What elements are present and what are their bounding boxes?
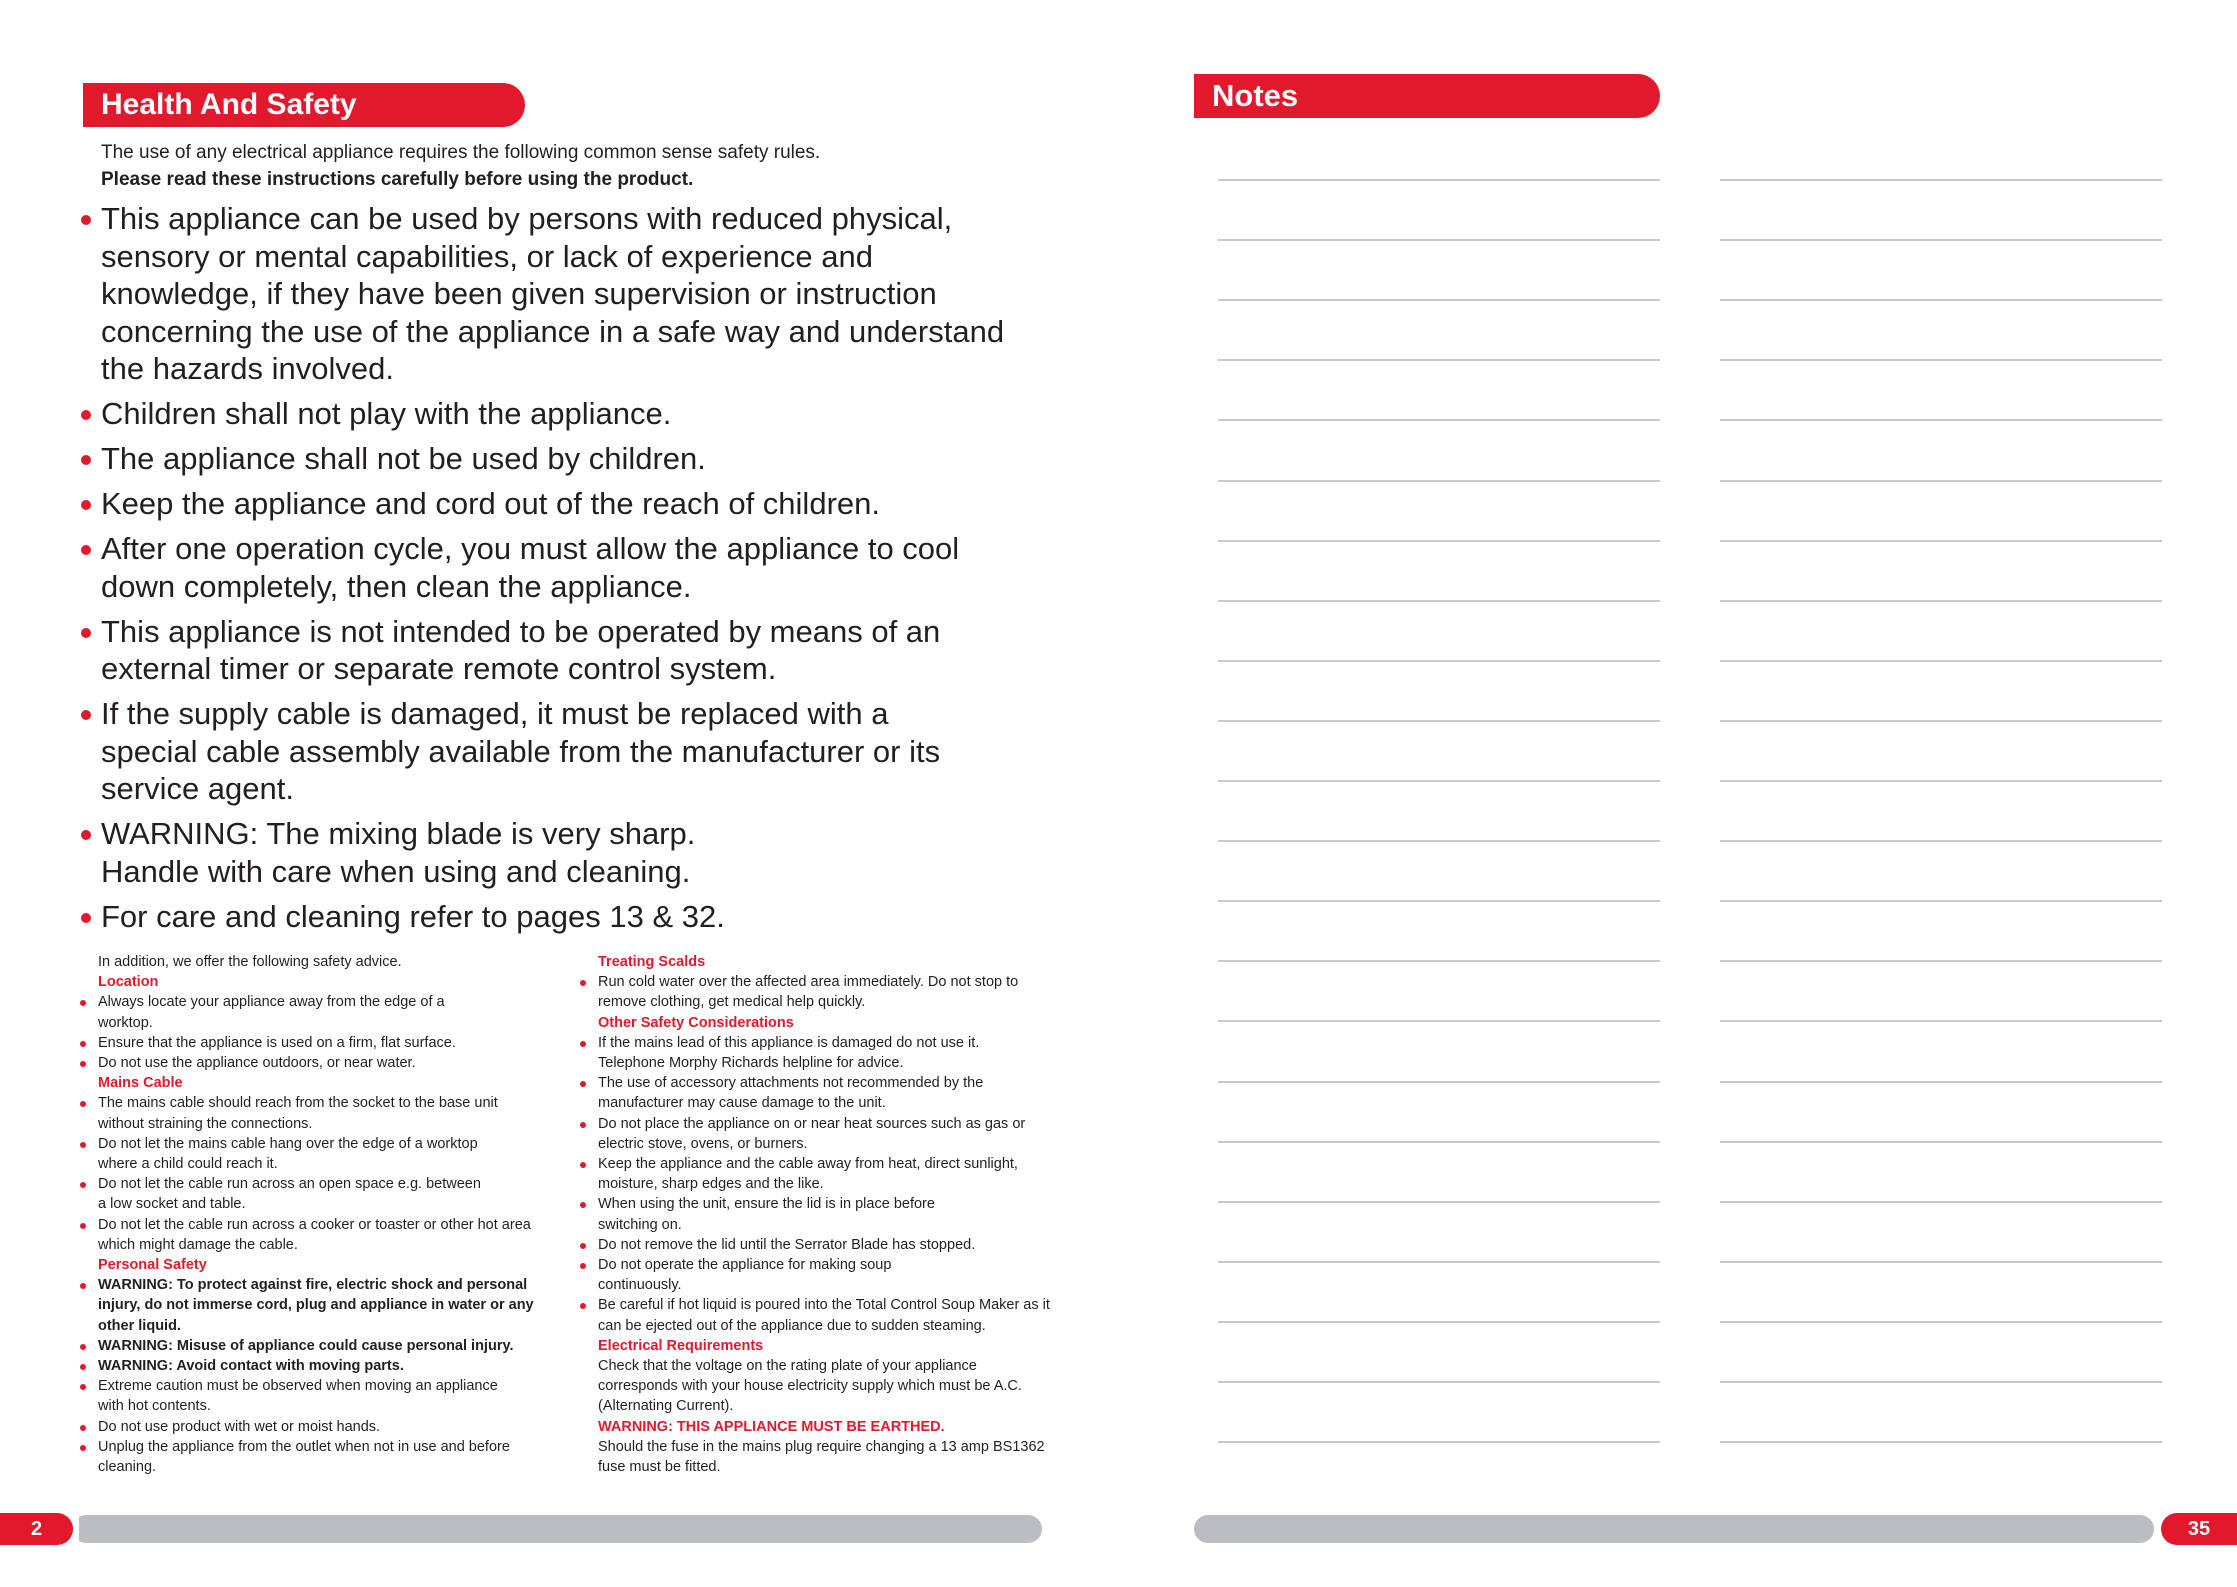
note-line <box>1720 960 2162 962</box>
note-line <box>1720 480 2162 482</box>
list-item: Do not let the cable run across an open space e.g. between a low socket and table. <box>78 1174 488 1214</box>
note-line <box>1218 960 1660 962</box>
note-line <box>1218 540 1660 542</box>
page-number-gap <box>73 1510 79 1548</box>
note-line <box>1218 840 1660 842</box>
list-item: Do not let the cable run across a cooker or toaster or other hot area which might damage the cable. <box>78 1215 538 1255</box>
list-item: WARNING: To protect against fire, electric shock and personal injury, do not immerse cord, plug and appliance in water or any other liquid. <box>78 1275 548 1336</box>
list-item: If the mains lead of this appliance is damaged do not use it. Telephone Morphy Richards helpline for advice. <box>578 1033 1038 1073</box>
note-line <box>1720 179 2162 181</box>
location-list <box>78 992 558 1073</box>
note-line <box>1720 720 2162 722</box>
note-line <box>1218 1381 1660 1383</box>
list-item: The use of accessory attachments not recommended by the manufacturer may cause damage to the unit. <box>578 1073 1058 1113</box>
intro-line-2: Please read these instructions carefully before using the product. <box>101 169 694 190</box>
note-line <box>1720 840 2162 842</box>
intro-text <box>101 139 820 193</box>
note-line <box>1720 1321 2162 1323</box>
note-line <box>1720 780 2162 782</box>
note-line <box>1720 1201 2162 1203</box>
footer-bar <box>72 1515 1042 1543</box>
right-page <box>1120 0 2237 1587</box>
note-line <box>1218 1201 1660 1203</box>
location-heading: Location <box>98 974 159 991</box>
note-line <box>1218 1020 1660 1022</box>
fuse-text: Should the fuse in the mains plug require changing a 13 amp BS1362 fuse must be fitted. <box>598 1438 1045 1476</box>
note-line <box>1720 359 2162 361</box>
earthed-warning: WARNING: THIS APPLIANCE MUST BE EARTHED. <box>598 1418 945 1435</box>
note-line <box>1720 600 2162 602</box>
notes-heading: Notes <box>1194 74 1660 118</box>
note-line <box>1218 900 1660 902</box>
treating-scalds-list <box>578 972 1058 1012</box>
note-line <box>1218 600 1660 602</box>
note-line <box>1218 1441 1660 1443</box>
personal-safety-heading: Personal Safety <box>98 1257 207 1274</box>
list-item: Do not operate the appliance for making soup continuously. <box>578 1255 978 1295</box>
note-line <box>1720 660 2162 662</box>
safety-bullet: The appliance shall not be used by children. <box>78 440 1038 478</box>
safety-bullet: For care and cleaning refer to pages 13 & 32. <box>78 898 1038 936</box>
safety-bullet: After one operation cycle, you must allow the appliance to cool down completely, then clean the appliance. <box>78 530 1031 605</box>
advice-intro: In addition, we offer the following safety advice. <box>98 954 402 970</box>
note-line <box>1218 480 1660 482</box>
note-line <box>1218 179 1660 181</box>
list-item: Do not let the mains cable hang over the edge of a worktop where a child could reach it. <box>78 1134 478 1174</box>
list-item: Always locate your appliance away from the edge of a worktop. <box>78 992 498 1032</box>
note-line <box>1218 1141 1660 1143</box>
list-item: When using the unit, ensure the lid is in place before switching on. <box>578 1194 998 1234</box>
other-safety-heading: Other Safety Considerations <box>598 1014 794 1031</box>
list-item: The mains cable should reach from the socket to the base unit without straining the connections. <box>78 1093 518 1133</box>
page-number: 2 <box>0 1513 73 1545</box>
intro-line-1: The use of any electrical appliance requires the following common sense safety rules. <box>101 142 821 163</box>
mains-cable-list <box>78 1093 558 1255</box>
note-line <box>1218 239 1660 241</box>
advice-column-1 <box>78 952 558 1477</box>
list-item: Run cold water over the affected area immediately. Do not stop to remove clothing, get medical help quickly. <box>578 972 1038 1012</box>
note-line <box>1720 1020 2162 1022</box>
safety-bullet: Keep the appliance and cord out of the reach of children. <box>78 485 1038 523</box>
note-line <box>1218 660 1660 662</box>
note-line <box>1720 900 2162 902</box>
list-item: WARNING: Misuse of appliance could cause personal injury. <box>78 1336 578 1356</box>
note-line <box>1720 1261 2162 1263</box>
list-item: Be careful if hot liquid is poured into the Total Control Soup Maker as it can be ejected out of the appliance due to sudden steaming. <box>578 1295 1068 1335</box>
list-item: Do not remove the lid until the Serrator Blade has stopped. <box>578 1235 1058 1255</box>
list-item: WARNING: Avoid contact with moving parts. <box>78 1356 558 1376</box>
note-line <box>1720 540 2162 542</box>
list-item: Ensure that the appliance is used on a firm, flat surface. <box>78 1033 558 1053</box>
note-line <box>1720 1081 2162 1083</box>
list-item: Do not use product with wet or moist hands. <box>78 1417 558 1437</box>
electrical-text: Check that the voltage on the rating plate of your appliance corresponds with your house electricity supply which must be A.C. (Alternating Current). <box>598 1358 1022 1415</box>
list-item: Do not use the appliance outdoors, or near water. <box>78 1053 558 1073</box>
other-safety-list <box>578 1033 1058 1336</box>
list-item: Keep the appliance and the cable away from heat, direct sunlight, moisture, sharp edges and the like. <box>578 1154 1038 1194</box>
main-safety-list <box>78 200 1038 943</box>
treating-scalds-heading: Treating Scalds <box>598 954 706 970</box>
safety-bullet: This appliance can be used by persons with reduced physical, sensory or mental capabilities, or lack of experience and knowledge, if they have been given supervision or instruction concerning the use of the appliance in a safe way and understand the hazards involved. <box>78 200 1031 388</box>
note-line <box>1720 239 2162 241</box>
note-line <box>1720 299 2162 301</box>
note-line <box>1720 1141 2162 1143</box>
note-line <box>1218 419 1660 421</box>
note-line <box>1218 299 1660 301</box>
note-line <box>1720 419 2162 421</box>
list-item: Do not place the appliance on or near heat sources such as gas or electric stove, ovens, or burners. <box>578 1114 1058 1154</box>
list-item: Unplug the appliance from the outlet when not in use and before cleaning. <box>78 1437 538 1477</box>
note-line <box>1218 359 1660 361</box>
note-line <box>1720 1381 2162 1383</box>
note-line <box>1218 1321 1660 1323</box>
note-line <box>1218 720 1660 722</box>
page-number: 35 <box>2161 1513 2237 1545</box>
safety-bullet: WARNING: The mixing blade is very sharp. Handle with care when using and cleaning. <box>78 815 741 890</box>
safety-bullet: Children shall not play with the appliance. <box>78 395 1038 433</box>
mains-cable-heading: Mains Cable <box>98 1075 183 1092</box>
note-line <box>1218 1081 1660 1083</box>
note-line <box>1720 1441 2162 1443</box>
footer-bar <box>1194 1515 2154 1543</box>
safety-bullet: If the supply cable is damaged, it must be replaced with a special cable assembly available from the manufacturer or its service agent. <box>78 695 981 808</box>
left-page <box>0 0 1100 1587</box>
health-and-safety-heading: Health And Safety <box>83 83 525 127</box>
list-item: Extreme caution must be observed when moving an appliance with hot contents. <box>78 1376 498 1416</box>
note-line <box>1218 1261 1660 1263</box>
personal-safety-list <box>78 1275 558 1477</box>
note-line <box>1218 780 1660 782</box>
electrical-requirements-heading: Electrical Requirements <box>598 1337 764 1354</box>
safety-bullet: This appliance is not intended to be operated by means of an external timer or separate remote control system. <box>78 613 1021 688</box>
advice-column-2 <box>578 952 1058 1477</box>
